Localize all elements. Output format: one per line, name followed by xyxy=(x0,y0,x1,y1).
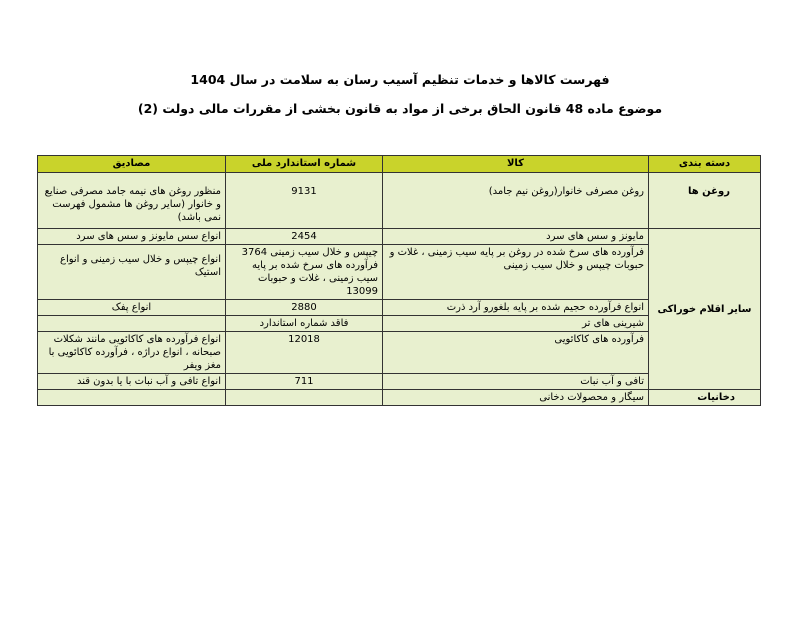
goods-cell: مایونز و سس های سرد xyxy=(383,229,649,245)
standard-cell: فاقد شماره استاندارد xyxy=(226,316,383,332)
examples-cell xyxy=(38,316,226,332)
document-subtitle: موضوع ماده 48 قانون الحاق برخی از مواد به قانون بخشی از مقررات مالی دولت (2) xyxy=(137,101,663,116)
goods-cell: شیرینی های تر xyxy=(383,316,649,332)
header-goods: کالا xyxy=(383,156,649,173)
document-title: فهرست کالاها و خدمات تنظیم آسیب رسان به سلامت در سال 1404 xyxy=(190,72,610,87)
category-cell: دخانیات xyxy=(649,390,761,406)
goods-cell: روغن مصرفی خانوار(روغن نیم جامد) xyxy=(383,173,649,229)
header-standard: شماره استاندارد ملی xyxy=(226,156,383,173)
header-category: دسته بندی xyxy=(649,156,761,173)
standard-cell: چیپس و خلال سیب زمینی 3764 فرآورده های سرخ شده بر پایه سیب زمینی ، غلات و حبوبات 13099 xyxy=(226,245,383,300)
goods-table xyxy=(37,155,761,406)
goods-cell: تافی و آب نبات xyxy=(383,374,649,390)
goods-cell: فرآورده های سرخ شده در روغن بر پایه سیب زمینی ، غلات و حبوبات چیپس و خلال سیب زمینی xyxy=(383,245,649,300)
standard-cell: 2454 xyxy=(226,229,383,245)
standard-cell: 2880 xyxy=(226,300,383,316)
standard-cell: 9131 xyxy=(226,173,383,229)
category-cell: سایر اقلام خوراکی xyxy=(649,229,761,390)
examples-cell: منظور روغن های نیمه جامد مصرفی صنایع و خانوار (سایر روغن ها مشمول فهرست نمی باشد) xyxy=(38,173,226,229)
examples-cell: انواع پفک xyxy=(38,300,226,316)
category-cell: روغن ها xyxy=(649,173,761,229)
standard-cell: 711 xyxy=(226,374,383,390)
table-row xyxy=(38,229,761,245)
table-header-row xyxy=(38,156,761,173)
goods-cell: فرآورده های کاکائویی xyxy=(383,332,649,374)
examples-cell: انواع سس مایونز و سس های سرد xyxy=(38,229,226,245)
table-row xyxy=(38,173,761,229)
examples-cell: انواع تافی و آب نبات با یا بدون قند xyxy=(38,374,226,390)
examples-cell: انواع فرآورده های کاکائویی مانند شکلات صبحانه ، انواع دراژه ، فرآورده کاکائویی با مغز ویفر xyxy=(38,332,226,374)
goods-cell: انواع فرآورده حجیم شده بر پایه بلغورو آرد ذرت xyxy=(383,300,649,316)
standard-cell xyxy=(226,390,383,406)
table-row xyxy=(38,390,761,406)
goods-cell: سیگار و محصولات دخانی xyxy=(383,390,649,406)
standard-cell: 12018 xyxy=(226,332,383,374)
examples-cell: انواع چیپس و خلال سیب زمینی و انواع استیک xyxy=(38,245,226,300)
header-examples: مصادیق xyxy=(38,156,226,173)
examples-cell xyxy=(38,390,226,406)
